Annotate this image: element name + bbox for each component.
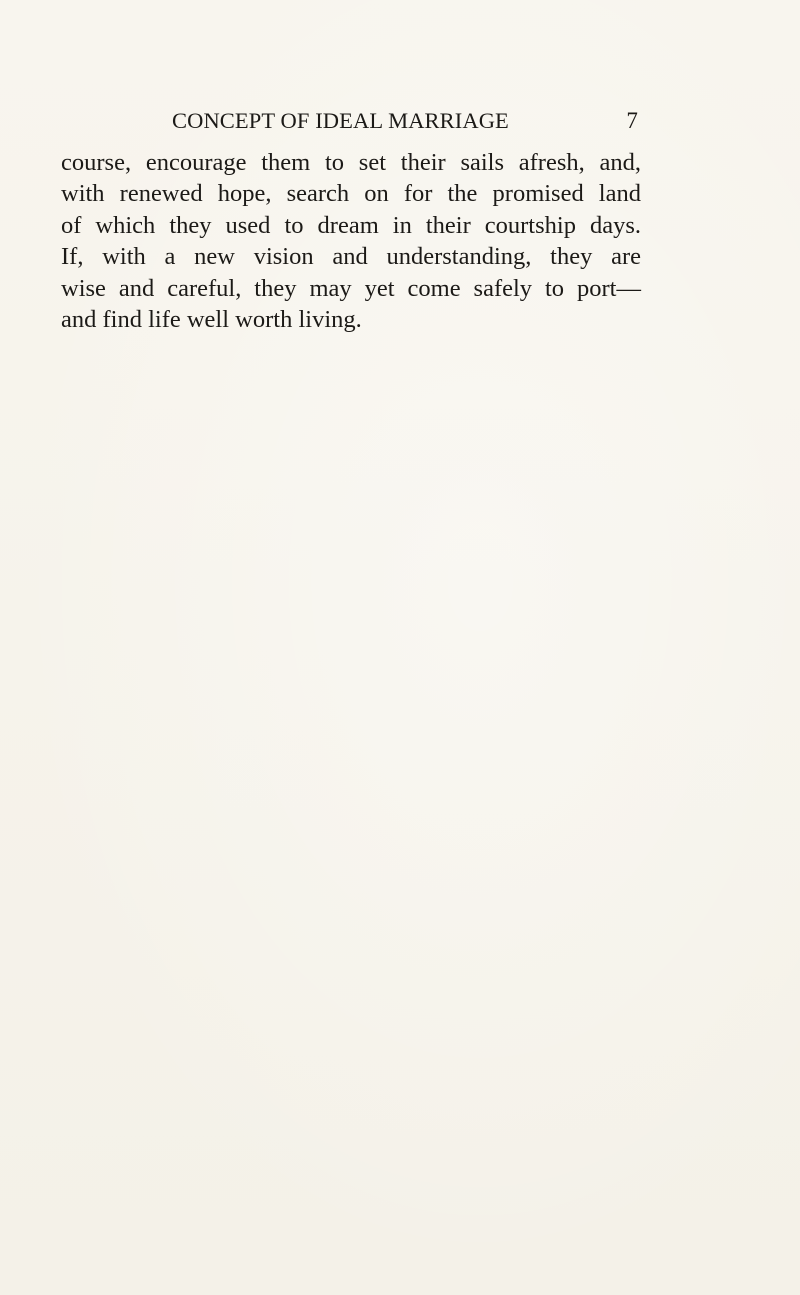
page-number: 7 [626, 108, 638, 133]
body-paragraph [61, 147, 641, 335]
text-line: and find life well worth living. [61, 305, 362, 333]
text-line: with renewed hope, search on for the promised land [61, 180, 641, 208]
text-line: If, with a new vision and understanding, they are [61, 243, 641, 271]
text-line: course, encourage them to set their sails afresh, and, [61, 149, 641, 176]
running-title: CONCEPT OF IDEAL MARRIAGE [172, 108, 509, 133]
text-line: of which they used to dream in their courtship days. [61, 211, 641, 239]
text-line: wise and careful, they may yet come safely to port— [61, 274, 641, 302]
running-header [172, 108, 638, 142]
